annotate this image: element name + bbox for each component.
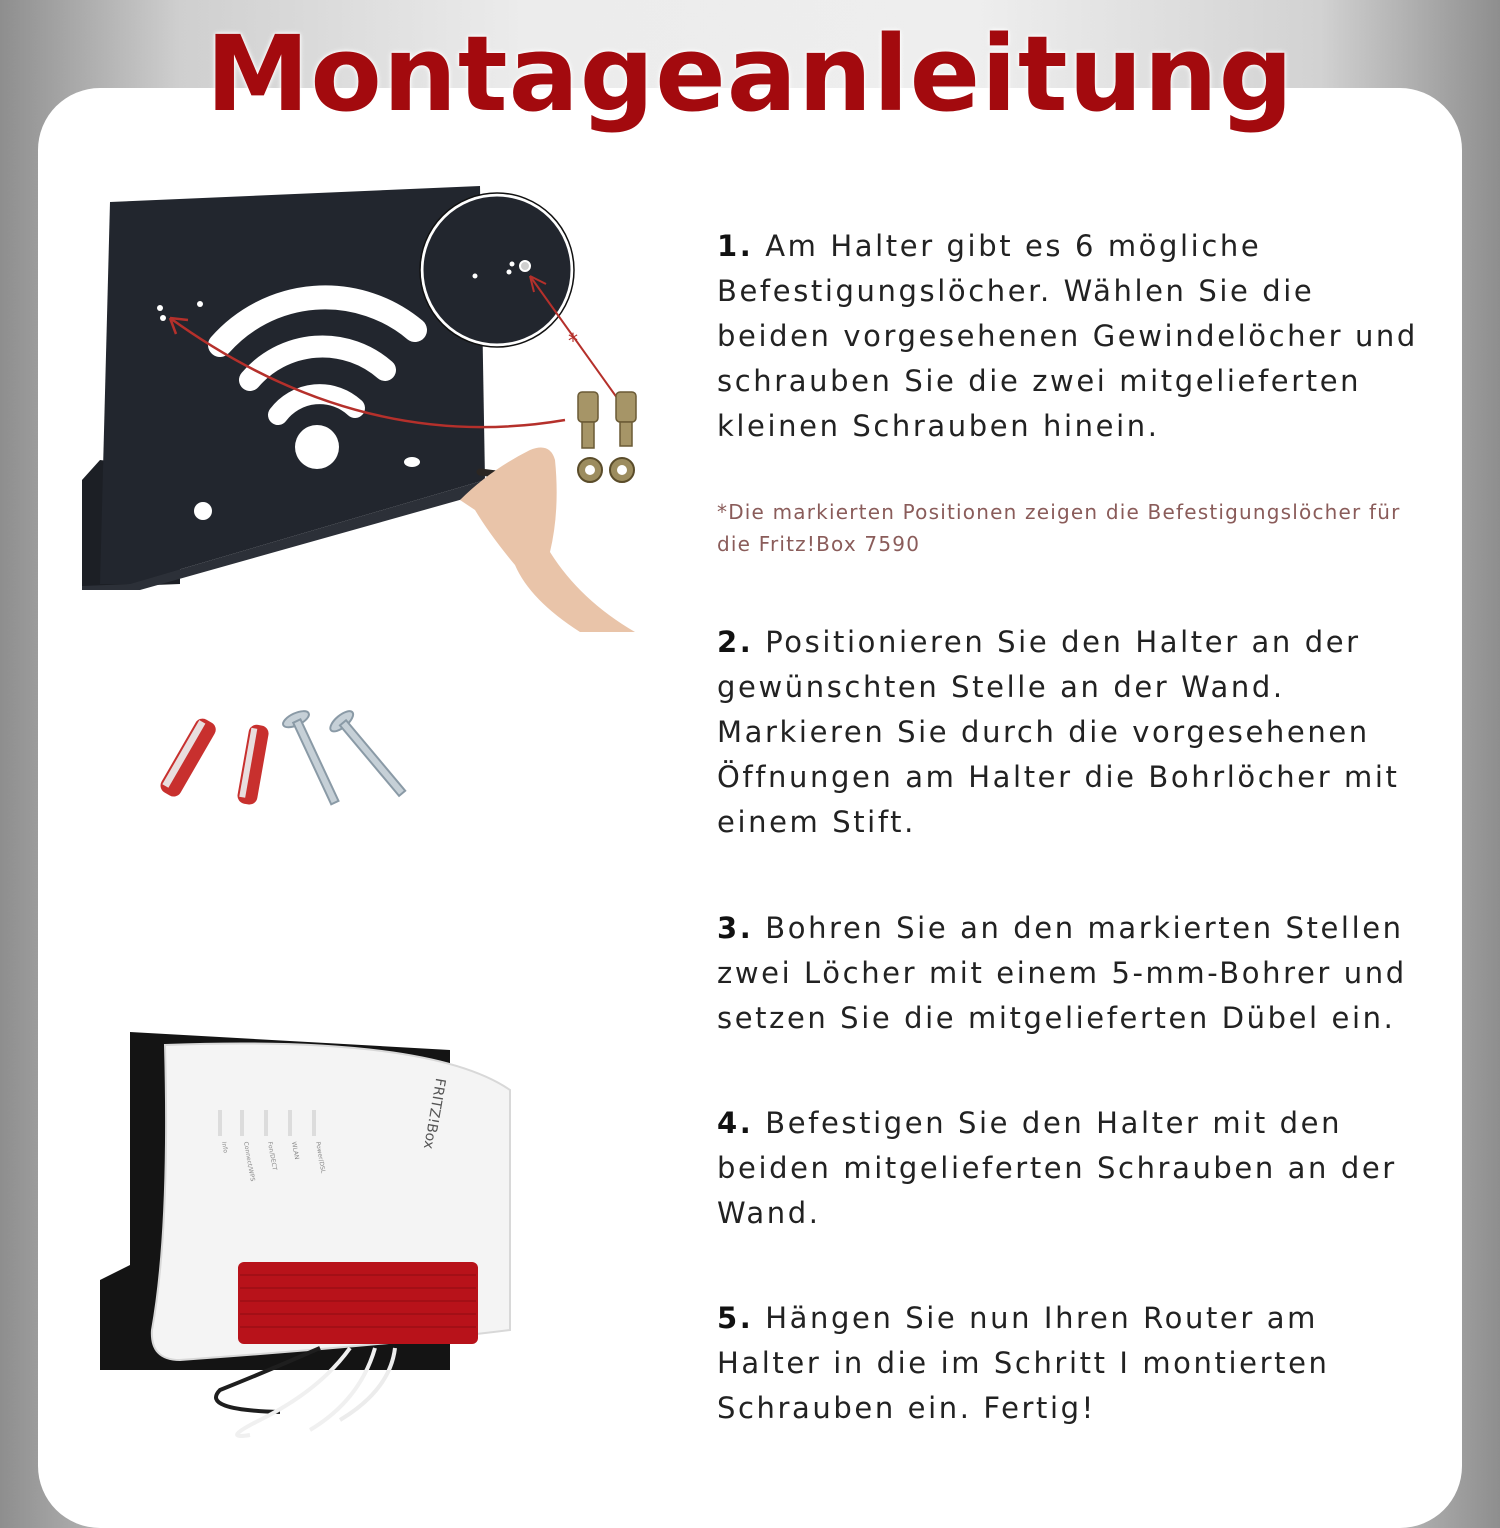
callout-marker: * [568,329,578,353]
led-label-info: Info [220,1141,229,1154]
step-3 [717,906,1477,1041]
led-label-connect-wps: Connect/WPS [242,1141,256,1182]
dowels-and-screws [155,705,425,820]
step-1 [717,224,1437,449]
step-1-text: Am Halter gibt es 6 mögliche Befestigungslöcher. Wählen Sie die beiden vorgesehenen Gewindelöcher und schrauben Sie die zwei mitgelieferten kleinen Schrauben hinein. [717,229,1418,443]
led-label-wlan: WLAN [290,1141,301,1161]
step-4-number: 4. [717,1106,754,1140]
mounting-note: *Die markierten Positionen zeigen die Befestigungslöcher für die Fritz!Box 7590 [717,500,1401,556]
step-2-number: 2. [717,625,754,659]
step-4-text: Befestigen Sie den Halter mit den beiden mitgelieferten Schrauben an der Wand. [717,1106,1397,1230]
step-4 [717,1101,1397,1236]
led-label-fon-dect: Fon/DECT [266,1141,278,1171]
holder-illustration [60,180,660,640]
step-1-number: 1. [717,229,754,263]
step-3-number: 3. [717,911,754,945]
step-5-number: 5. [717,1301,754,1335]
router-in-holder [90,1030,520,1450]
router-brand-label: FRITZ!Box [419,1076,449,1151]
step-5-text: Hängen Sie nun Ihren Router am Halter in die im Schritt I montierten Schrauben ein. Fertig! [717,1301,1330,1425]
page-title: Montageanleitung [205,13,1295,135]
step-2-text: Positionieren Sie den Halter an der gewünschten Stelle an der Wand. Markieren Sie durch die vorgesehenen Öffnungen am Halter die Bohrlöcher mit einem Stift. [717,625,1400,839]
step-5 [717,1296,1397,1431]
step-3-text: Bohren Sie an den markierten Stellen zwei Löcher mit einem 5-mm-Bohrer und setzen Sie die mitgelieferten Dübel ein. [717,911,1407,1035]
led-label-power-dsl: Power/DSL [314,1141,327,1174]
step-2 [717,620,1437,845]
